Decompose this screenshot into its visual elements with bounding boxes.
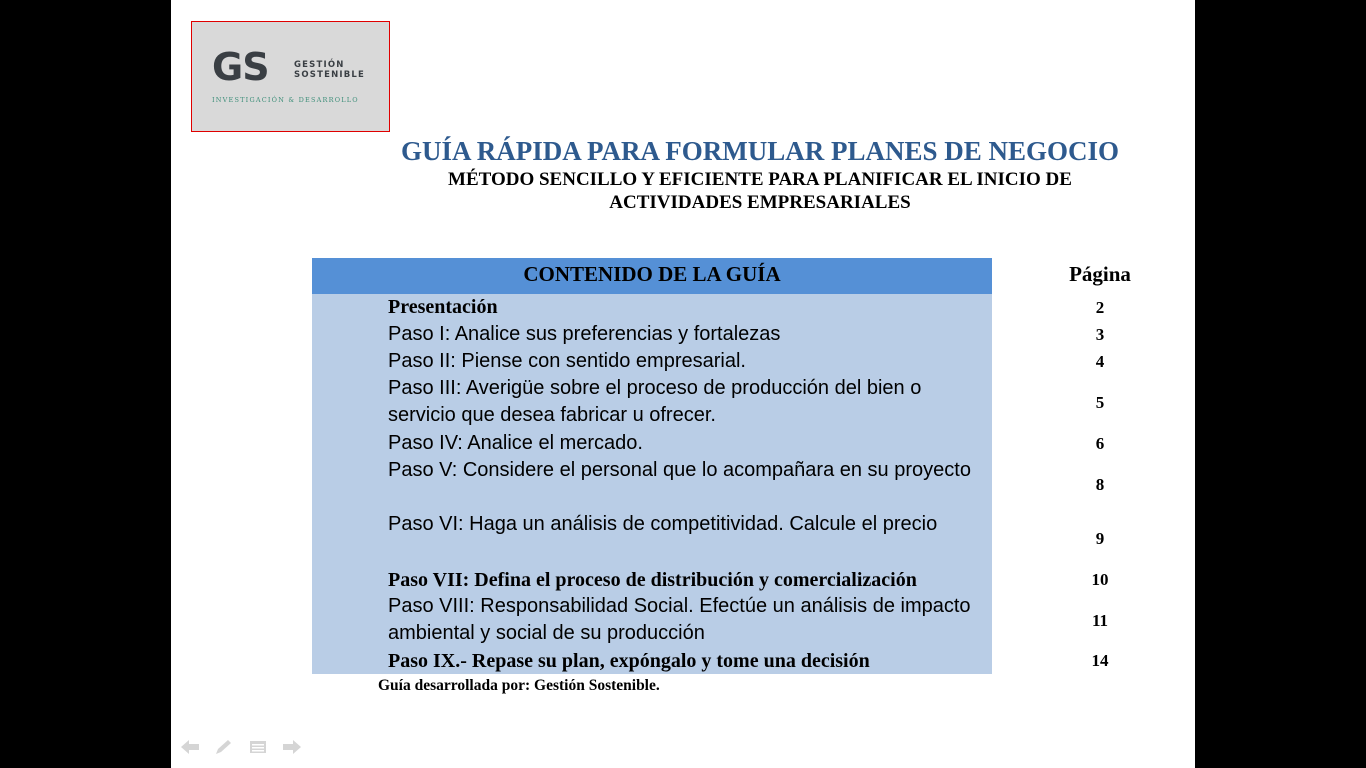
toc-entry-paso-4: Paso IV: Analice el mercado. [388, 432, 643, 454]
page-number: 3 [1095, 325, 1105, 344]
toc-entry-paso-9: Paso IX.- Repase su plan, expóngalo y tome una decisión [388, 650, 870, 672]
toc-entry-paso-3: Paso III: Averigüe sobre el proceso de producción del bien o servicio que desea fabricar u ofrecer. [388, 377, 922, 426]
logo-initials: GS [212, 45, 269, 89]
credit-line: Guía desarrollada por: Gestión Sostenible. [378, 677, 660, 694]
previous-arrow-icon[interactable] [179, 738, 201, 756]
toc-entry-paso-1: Paso I: Analice sus preferencias y fortalezas [388, 323, 781, 345]
page-number: 10 [1091, 570, 1109, 589]
pen-icon[interactable] [213, 738, 235, 756]
menu-icon[interactable] [247, 738, 269, 756]
page-number: 14 [1091, 651, 1109, 670]
slide-navigation [179, 738, 303, 756]
page-number: 11 [1091, 611, 1109, 630]
page-number: 8 [1095, 475, 1105, 494]
toc-entry-paso-5: Paso V: Considere el personal que lo acompañara en su proyecto [388, 459, 971, 481]
toc-entry-paso-6: Paso VI: Haga un análisis de competitividad. Calcule el precio [388, 513, 938, 535]
document-title: GUÍA RÁPIDA PARA FORMULAR PLANES DE NEGOCIO [400, 136, 1120, 166]
company-logo [191, 21, 390, 132]
page-number: 5 [1095, 393, 1105, 412]
logo-name: GESTIÓN SOSTENIBLE [294, 60, 366, 80]
pages-column-header: Página [1069, 262, 1131, 286]
toc-header: CONTENIDO DE LA GUÍA [312, 258, 992, 294]
page-number: 4 [1095, 352, 1105, 371]
logo-tagline: INVESTIGACIÓN & DESARROLLO [212, 96, 359, 104]
toc-entry-paso-8: Paso VIII: Responsabilidad Social. Efectúe un análisis de impacto ambiental y social de su producción [388, 595, 971, 644]
page-number: 2 [1095, 298, 1105, 317]
page-number: 6 [1095, 434, 1105, 453]
slide [171, 0, 1195, 768]
table-of-contents [312, 258, 992, 674]
document-subtitle: MÉTODO SENCILLO Y EFICIENTE PARA PLANIFICAR EL INICIO DE ACTIVIDADES EMPRESARIALES [448, 169, 1072, 213]
toc-entry-paso-2: Paso II: Piense con sentido empresarial. [388, 350, 746, 372]
page-number: 9 [1095, 529, 1105, 548]
next-arrow-icon[interactable] [281, 738, 303, 756]
toc-entry-presentacion: Presentación [388, 296, 498, 318]
toc-entry-paso-7: Paso VII: Defina el proceso de distribución y comercialización [388, 569, 917, 591]
